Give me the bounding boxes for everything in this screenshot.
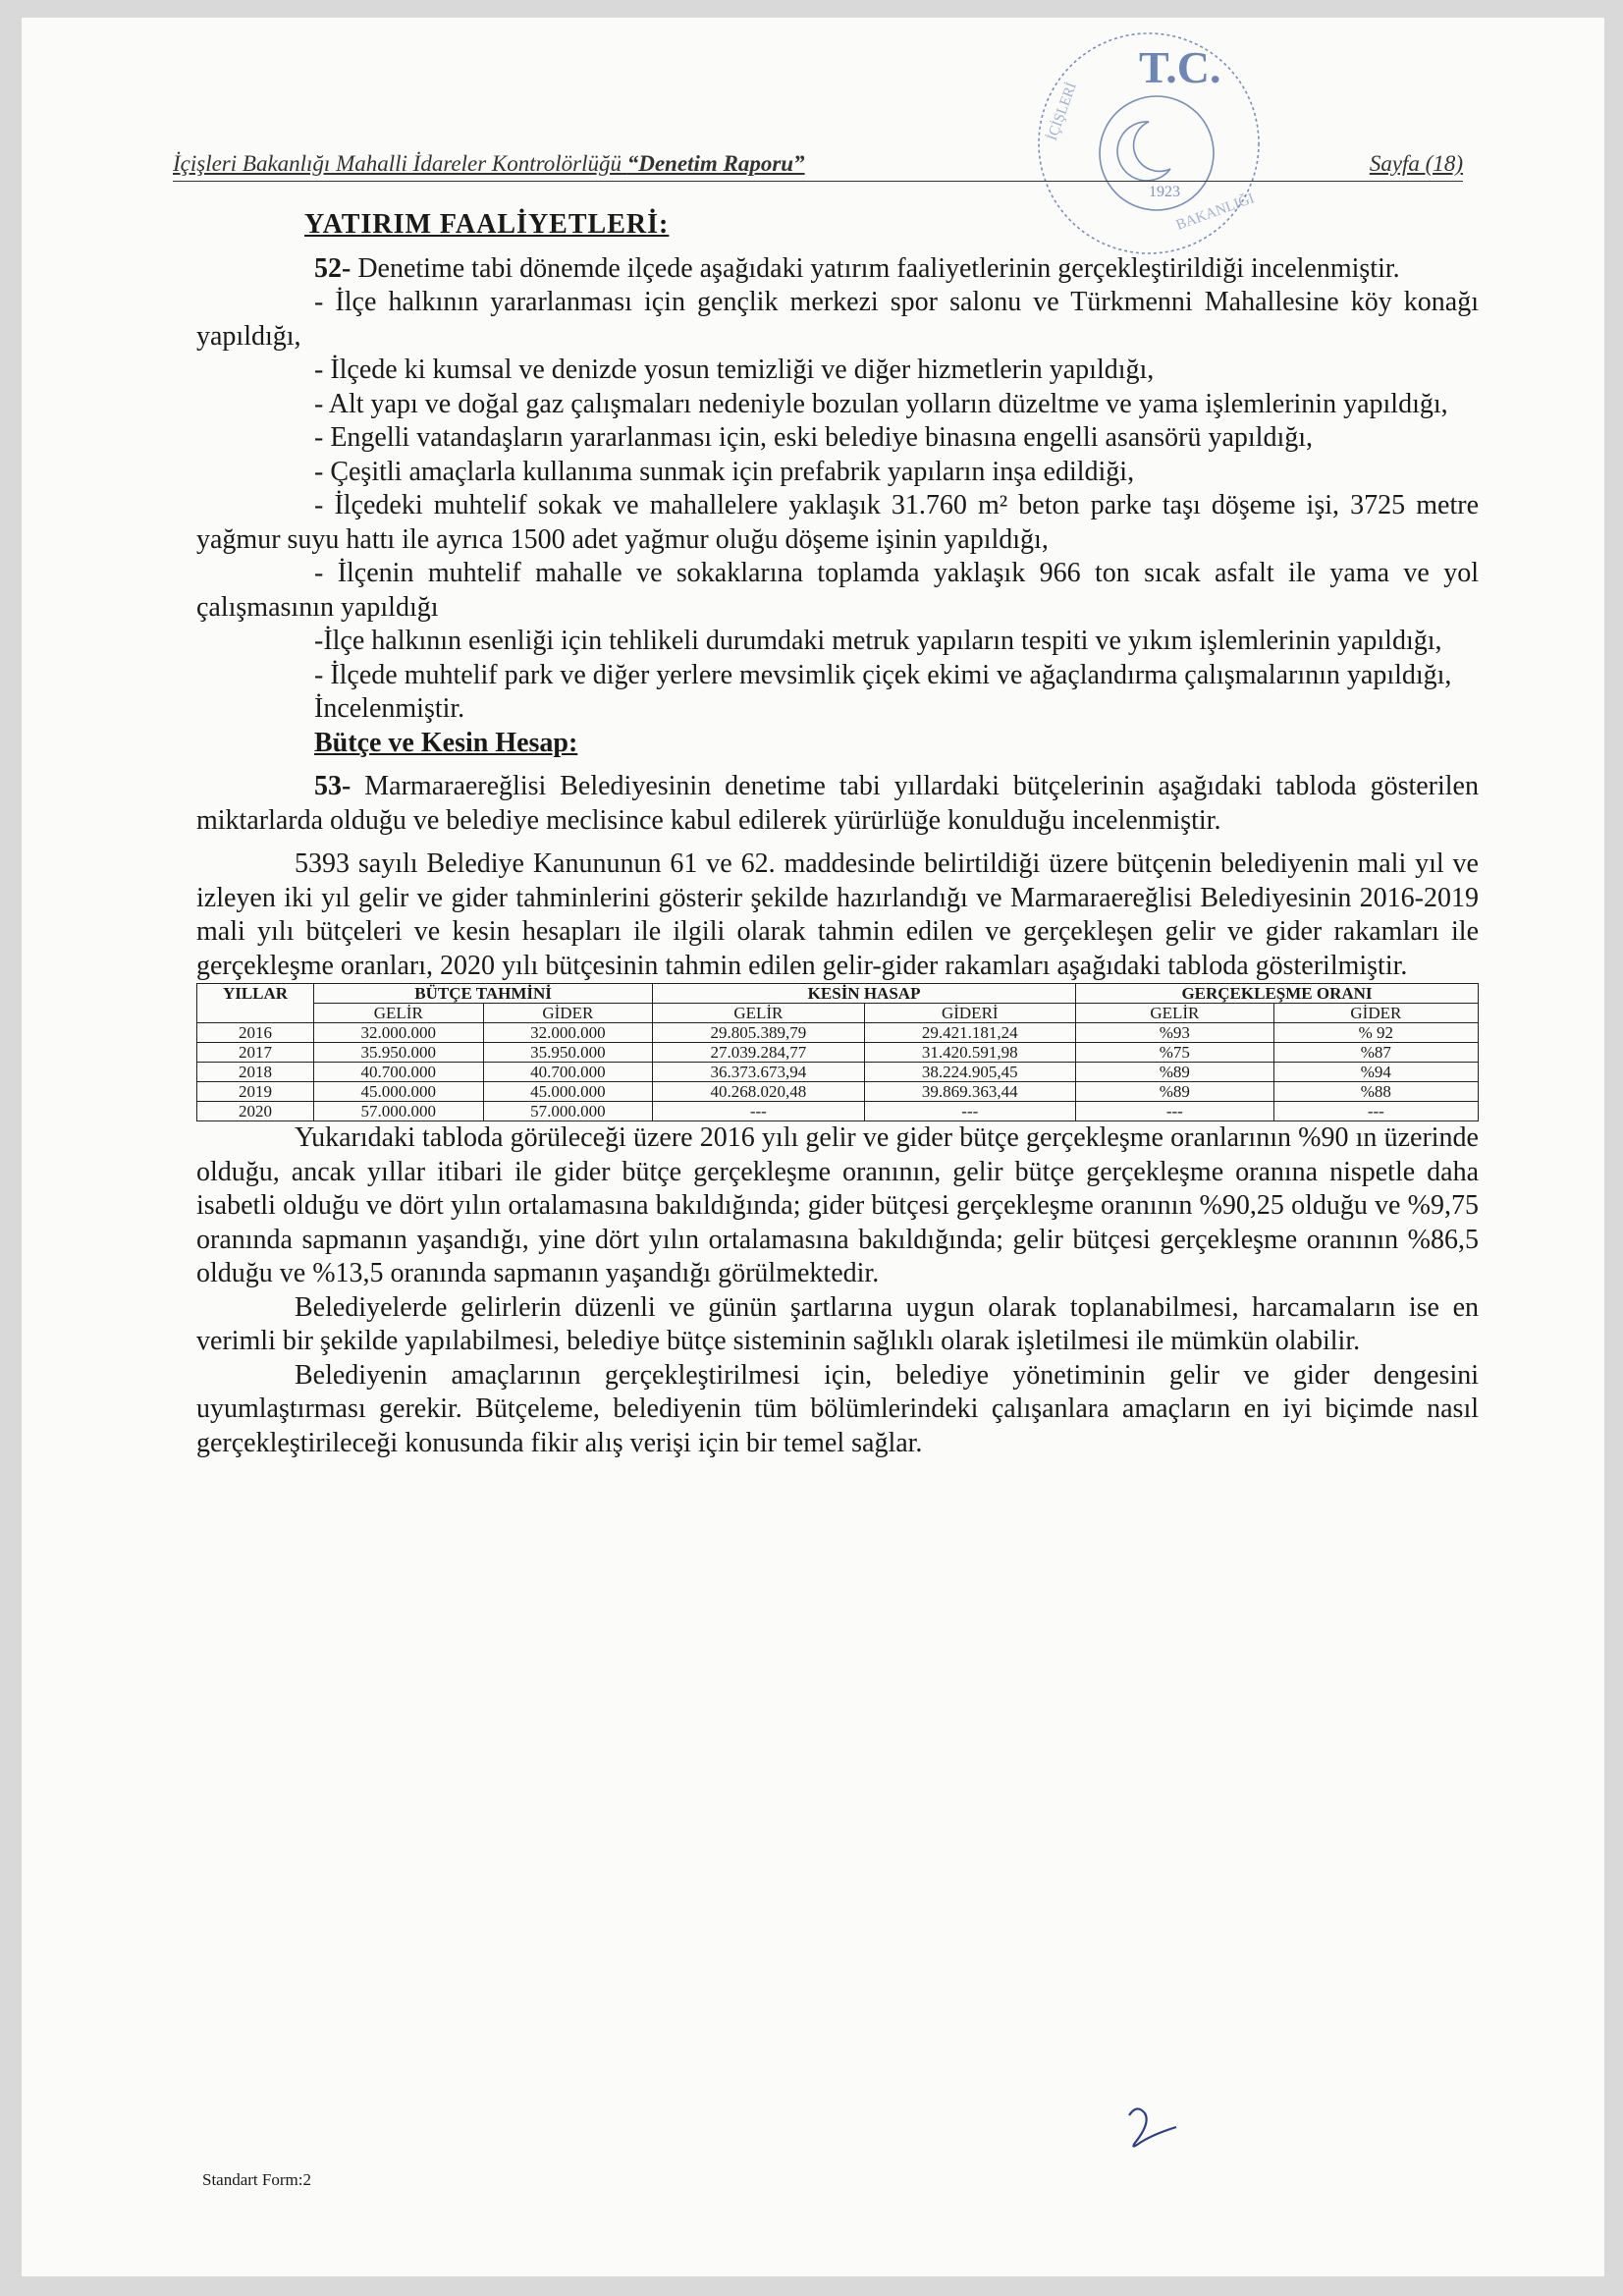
list-item: - Alt yapı ve doğal gaz çalışmaları nedeniyle bozulan yolların düzeltme ve yama işlemlerinin yapıldığı, [314, 388, 1448, 419]
handwritten-initial [1109, 2098, 1198, 2157]
document-body [196, 208, 1479, 1460]
table-cell: 27.039.284,77 [653, 1043, 864, 1063]
table-cell: 35.950.000 [483, 1043, 653, 1063]
subheader: GİDER [1273, 1004, 1478, 1023]
table-cell: 35.950.000 [314, 1043, 484, 1063]
budget-table [196, 983, 1479, 1121]
list-item: -İlçe halkının esenliği için tehlikeli durumdaki metruk yapıların tespiti ve yıkım işlemlerinin yapıldığı, [314, 626, 1442, 656]
table-cell: --- [1076, 1102, 1274, 1121]
column-header-final: KESİN HASAP [653, 984, 1076, 1004]
seal-text-tc: T.C. [1139, 42, 1221, 92]
table-cell: --- [864, 1102, 1075, 1121]
table-cell: %89 [1076, 1063, 1274, 1082]
table-cell: 39.869.363,44 [864, 1082, 1075, 1102]
table-cell: 45.000.000 [483, 1082, 653, 1102]
seal-ring-right: BAKANLIĞI [1173, 191, 1257, 234]
subheader: GİDER [483, 1004, 653, 1023]
table-cell: %88 [1273, 1082, 1478, 1102]
table-cell: 57.000.000 [483, 1102, 653, 1121]
paragraph-law: 5393 sayılı Belediye Kanununun 61 ve 62. maddesinde belirtildiği üzere bütçenin belediyenin mali yıl ve izleyen iki yıl gelir ve gider tahminlerini gösterir şekilde hazırlandığı ve Marmaraereğlisi Belediyesinin 2016-2019 mali yılı bütçeleri ve kesin hesapları ile ilgili olarak tahmin edilen ve gerçekleşen gelir ve gider rakamları ile gerçekleşme oranları, 2020 yılı bütçesinin tahmin edilen gelir-gider rakamları aşağıdaki tabloda gösterilmiştir. [196, 848, 1479, 981]
table-cell: %87 [1273, 1043, 1478, 1063]
subheader: GELİR [314, 1004, 484, 1023]
table-cell: %94 [1273, 1063, 1478, 1082]
subheader: GELİR [1076, 1004, 1274, 1023]
table-cell: %75 [1076, 1043, 1274, 1063]
list-item: - İlçede ki kumsal ve denizde yosun temizliği ve diğer hizmetlerin yapıldığı, [314, 355, 1155, 385]
column-header-ratio: GERÇEKLEŞME ORANI [1076, 984, 1479, 1004]
page-header [173, 147, 1463, 182]
table-cell: %93 [1076, 1023, 1274, 1043]
table-cell: 32.000.000 [483, 1023, 653, 1043]
table-cell: % 92 [1273, 1023, 1478, 1043]
table-cell: 36.373.673,94 [653, 1063, 864, 1082]
table-row [197, 1082, 1479, 1102]
table-cell: 2018 [197, 1063, 314, 1082]
paragraph-collection: Belediyelerde gelirlerin düzenli ve günün şartlarına uygun olarak toplanabilmesi, harcamaların ise en verimli bir şekilde yapılabilmesi, belediye bütçe sisteminin sağlıklı olarak işletilmesi ile mümkün olabilir. [196, 1291, 1479, 1356]
column-header-budget: BÜTÇE TAHMİNİ [314, 984, 653, 1004]
section-heading-budget: Bütçe ve Kesin Hesap: [314, 727, 578, 758]
table-cell: 2019 [197, 1082, 314, 1102]
seal-ring-left: İÇİŞLERİ [1044, 80, 1080, 143]
list-item: - İlçedeki muhtelif sokak ve mahallelere yaklaşık 31.760 m² beton parke taşı döşeme işi, 3725 metre yağmur suyu hattı ile ayrıca 1500 adet yağmur oluğu döşeme işinin yapıldığı, [196, 490, 1479, 555]
table-cell: 29.421.181,24 [864, 1023, 1075, 1043]
table-cell: 31.420.591,98 [864, 1043, 1075, 1063]
table-cell: --- [1273, 1102, 1478, 1121]
table-cell: 2017 [197, 1043, 314, 1063]
table-row [197, 1063, 1479, 1082]
header-title: İçişleri Bakanlığı Mahalli İdareler Kontrolörlüğü “Denetim Raporu” [173, 151, 805, 176]
table-cell: 45.000.000 [314, 1082, 484, 1102]
table-cell: 29.805.389,79 [653, 1023, 864, 1043]
table-cell: 40.700.000 [483, 1063, 653, 1082]
list-item: - Çeşitli amaçlarla kullanıma sunmak için prefabrik yapıların inşa edildiği, [314, 456, 1135, 487]
table-row [197, 1023, 1479, 1043]
paragraph-52: 52- Denetime tabi dönemde ilçede aşağıdaki yatırım faaliyetlerinin gerçekleştirildiği incelenmiştir. [314, 252, 1400, 284]
seal-year: 1923 [1149, 184, 1180, 200]
subheader: GELİR [653, 1004, 864, 1023]
table-cell: 2020 [197, 1102, 314, 1121]
list-item: - İlçe halkının yararlanması için gençlik merkezi spor salonu ve Türkmenni Mahallesine köy konağı yapıldığı, [196, 287, 1479, 352]
table-cell: 40.268.020,48 [653, 1082, 864, 1102]
paragraph-53: 53- Marmaraereğlisi Belediyesinin denetime tabi yıllardaki bütçelerinin aşağıdaki tabloda gösterilen miktarlarda olduğu ve belediye meclisince kabul edilerek yürürlüğe konulduğu incelenmiştir. [196, 771, 1479, 836]
table-cell: 32.000.000 [314, 1023, 484, 1043]
table-cell: %89 [1076, 1082, 1274, 1102]
column-header-years: YILLAR [197, 984, 314, 1023]
table-row [197, 1102, 1479, 1121]
closing-text: İncelenmiştir. [314, 693, 465, 724]
paragraph-analysis: Yukarıdaki tabloda görüleceği üzere 2016 yılı gelir ve gider bütçe gerçekleşme oranlarının %90 ın üzerinde olduğu, ancak yıllar itibari ile gider bütçe gerçekleşme oranının, gelir bütçe gerçekleşme oranına nispetle daha isabetli olduğu ve dört yılın ortalamasına bakıldığında; gider bütçesi gerçekleşme oranının %90,25 olduğu ve %9,75 oranında sapmanın yaşandığı, yine dört yılın ortalamasına bakıldığında; gelir bütçesi gerçekleşme oranının %86,5 olduğu ve %13,5 oranında sapmanın yaşandığı görülmektedir. [196, 1122, 1479, 1288]
table-cell: 2016 [197, 1023, 314, 1043]
list-item: - Engelli vatandaşların yararlanması için, eski belediye binasına engelli asansörü yapıldığı, [314, 422, 1314, 453]
subheader: GİDERİ [864, 1004, 1075, 1023]
paragraph-goals: Belediyenin amaçlarının gerçekleştirilmesi için, belediye yönetiminin gelir ve gider dengesini uyumlaştırması gerekir. Bütçeleme, belediyenin tüm bölümlerindeki çalışanlara amaçların en iyi biçimde nasıl gerçekleştirileceği konusunda fikir alış verişi için bir temel sağlar. [196, 1359, 1479, 1458]
footer-form-label: Standart Form:2 [202, 2170, 311, 2189]
page-number: Sayfa (18) [1369, 151, 1463, 176]
list-item: - İlçede muhtelif park ve diğer yerlere mevsimlik çiçek ekimi ve ağaçlandırma çalışmalarının yapıldığı, [314, 659, 1452, 690]
table-cell: 38.224.905,45 [864, 1063, 1075, 1082]
list-item: - İlçenin muhtelif mahalle ve sokaklarına toplamda yaklaşık 966 ton sıcak asfalt ile yama ve yol çalışmasının yapıldığı [196, 558, 1479, 623]
table-row [197, 1043, 1479, 1063]
table-cell: 57.000.000 [314, 1102, 484, 1121]
section-heading-investments: YATIRIM FAALİYETLERİ: [304, 209, 670, 240]
table-cell: 40.700.000 [314, 1063, 484, 1082]
table-cell: --- [653, 1102, 864, 1121]
